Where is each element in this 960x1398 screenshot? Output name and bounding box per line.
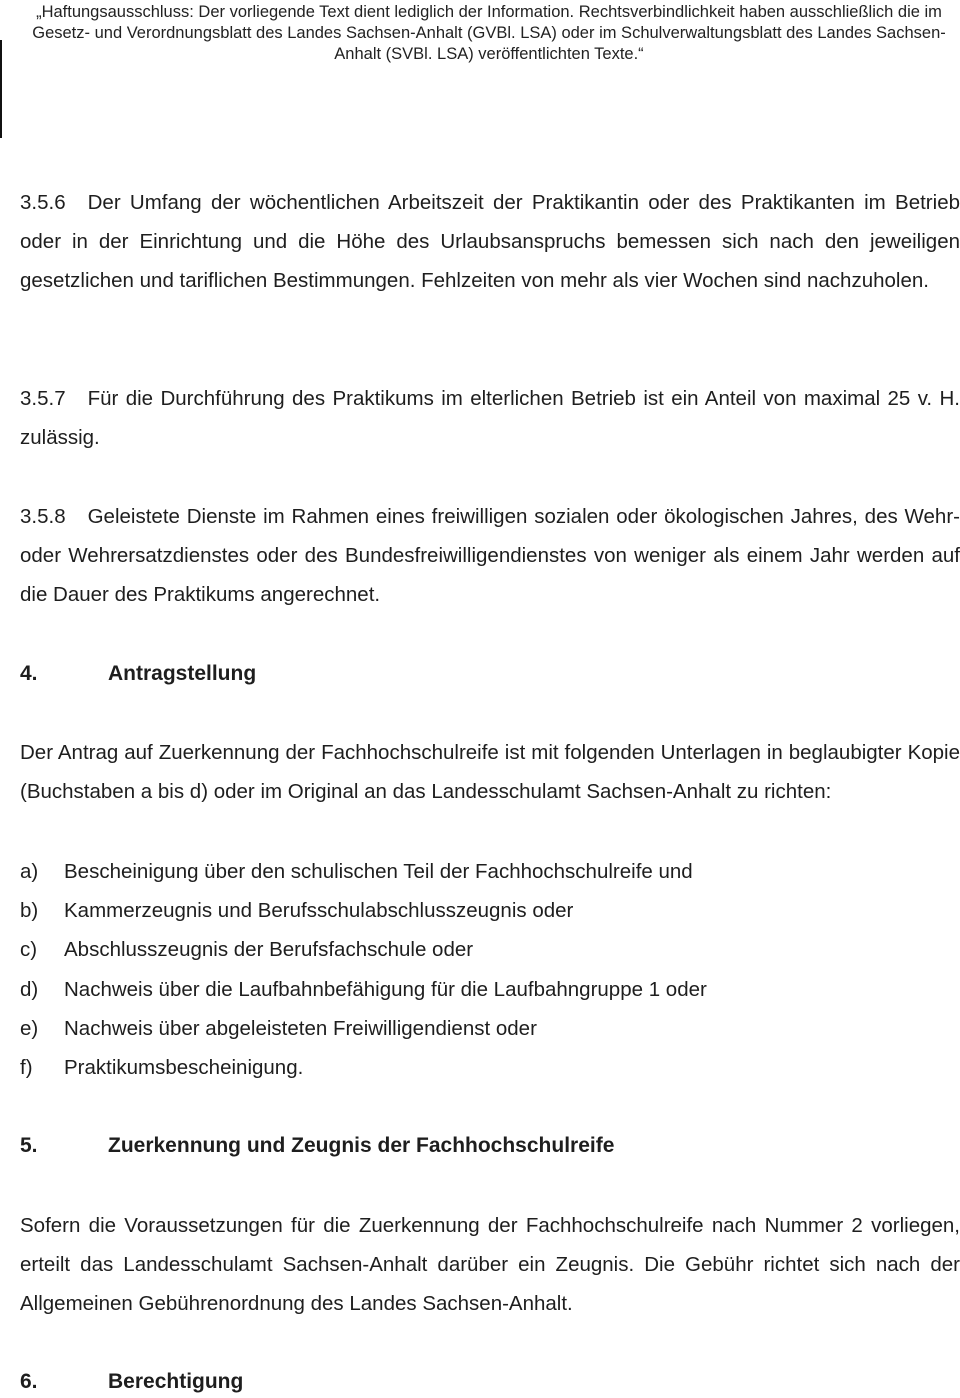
section-3-5-6: [20, 183, 960, 300]
list-marker: c): [20, 938, 38, 962]
list-item: [20, 930, 940, 969]
heading-number: 5.: [20, 1134, 38, 1157]
heading-number: 6.: [20, 1370, 38, 1393]
disclaimer-line-2: Gesetz- und Verordnungsblatt des Landes Sachsen-Anhalt (GVBl. LSA) oder im Schulverwaltungsblatt des Landes Sachsen-: [32, 24, 946, 42]
heading-title: Antragstellung: [108, 662, 257, 685]
list-marker: b): [20, 899, 39, 923]
heading-title: Berechtigung: [108, 1370, 244, 1393]
list-item-text: Abschlusszeugnis der Berufsfachschule oder: [64, 938, 474, 962]
heading-zuerkennung: [20, 1131, 614, 1161]
disclaimer-line-1: „Haftungsausschluss: Der vorliegende Text dient lediglich der Information. Rechtsverbindlichkeit haben ausschließlich die im: [36, 3, 942, 21]
section-text: Für die Durchführung des Praktikums im elterlichen Betrieb ist ein Anteil von maximal 25 v. H. zulässig.: [20, 387, 960, 449]
list-marker: a): [20, 860, 39, 883]
disclaimer-header: [24, 2, 954, 65]
section-text: Der Umfang der wöchentlichen Arbeitszeit der Praktikantin oder des Praktikanten im Betrieb oder in der Einrichtung und die Höhe des Urlaubsanspruchs bemessen sich nach den jeweiligen gesetzlichen und tariflichen Bestimmungen. Fehlzeiten von mehr als vier Wochen sind nachzuholen.: [20, 191, 960, 292]
section-3-5-8: [20, 497, 960, 614]
list-item: [20, 891, 940, 930]
paragraph-zeugnis: Sofern die Voraussetzungen für die Zuerkennung der Fachhochschulreife nach Nummer 2 vorliegen, erteilt das Landesschulamt Sachsen-Anhalt darüber ein Zeugnis. Die Gebühr richtet sich nach der Allgemeinen Gebührenordnung des Landes Sachsen-Anhalt.: [20, 1214, 960, 1315]
list-item-text: Nachweis über die Laufbahnbefähigung für die Laufbahngruppe 1 oder: [64, 977, 707, 1001]
list-item: [20, 1009, 940, 1048]
heading-antragstellung: [20, 659, 256, 689]
section-number: 3.5.8: [20, 505, 66, 528]
list-item: [20, 1048, 940, 1087]
list-item-text: Nachweis über abgeleisteten Freiwilligendienst oder: [64, 1016, 537, 1040]
section-number: 3.5.7: [20, 387, 66, 410]
section-text: Geleistete Dienste im Rahmen eines freiwilligen sozialen oder ökologischen Jahres, des Wehr- oder Wehrersatzdienstes oder des Bundesfreiwilligendienstes von weniger als einem Jahr werden auf die Dauer des Praktikums angerechnet.: [20, 505, 960, 606]
section-number: 3.5.6: [20, 191, 66, 214]
list-item-text: Kammerzeugnis und Berufsschulabschlusszeugnis oder: [64, 899, 574, 923]
heading-number: 4.: [20, 662, 38, 685]
list-item-text: Bescheinigung über den schulischen Teil der Fachhochschulreife und: [64, 860, 693, 883]
heading-berechtigung: [20, 1367, 243, 1397]
list-marker: d): [20, 977, 39, 1001]
list-item: [20, 852, 940, 891]
list-item: [20, 970, 940, 1009]
section-3-5-7: [20, 379, 960, 457]
list-item-text: Praktikumsbescheinigung.: [64, 1055, 304, 1079]
paragraph-antrag: Der Antrag auf Zuerkennung der Fachhochschulreife ist mit folgenden Unterlagen in beglaubigter Kopie (Buchstaben a bis d) oder im Original an das Landesschulamt Sachsen-Anhalt zu richten:: [20, 741, 960, 803]
list-marker: f): [20, 1055, 33, 1079]
margin-rule: [0, 40, 2, 138]
heading-title: Zuerkennung und Zeugnis der Fachhochschulreife: [108, 1134, 615, 1157]
document-list: [20, 852, 940, 1087]
disclaimer-line-3: Anhalt (SVBl. LSA) veröffentlichten Texte.“: [334, 45, 644, 63]
list-marker: e): [20, 1016, 39, 1040]
